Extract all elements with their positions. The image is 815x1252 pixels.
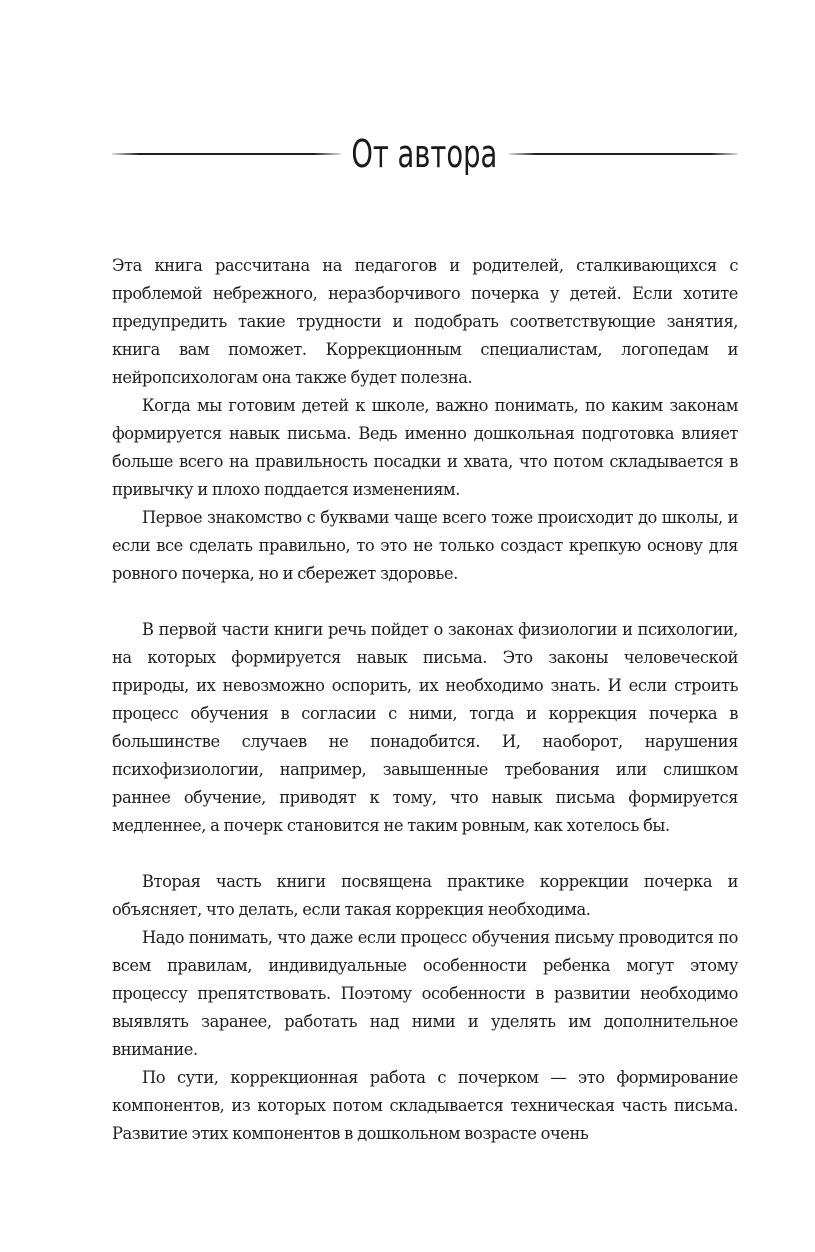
- heading-rule-left: [112, 153, 341, 155]
- heading-rule-right: [509, 153, 738, 155]
- paragraph-2: Когда мы готовим детей к школе, важно понимать, по каким законам формируется навык письма. Ведь именно дошкольная подготовка влияет больше всего на правильность посадки и хвата, что потом складывается в привычку и плохо поддается изменениям.: [112, 396, 738, 499]
- paragraph-7: По сути, коррекционная работа с почерком — это формирование компонентов, из которых потом складывается техническая часть письма. Развитие этих компонентов в дошкольном возрасте очень: [112, 1068, 738, 1143]
- paragraph-3: Первое знакомство с буквами чаще всего тоже происходит до школы, и если все сделать правильно, то это не только создаст крепкую основу для ровного почерка, но и сбережет здоровье.: [112, 508, 738, 583]
- book-page: [112, 0, 738, 1252]
- paragraph-4: В первой части книги речь пойдет о законах физиологии и психологии, на которых формируется навык письма. Это законы человеческой природы, их невозможно оспорить, их необходимо знать. И если строить процесс обучения в согласии с ними, тогда и коррекция почерка в большинстве случаев не понадобится. И, наоборот, нарушения психофизиологии, например, завышенные требования или слишком раннее обучение, приводят к тому, что навык письма формируется медленнее, а почерк становится не таким ровным, как хотелось бы.: [112, 620, 738, 835]
- paragraph-6: Надо понимать, что даже если процесс обучения письму проводится по всем правилам, индивидуальные особенности ребенка могут этому процессу препятствовать. Поэтому особенности в развитии необходимо выявлять заранее, работать над ними и уделять им дополнительное внимание.: [112, 928, 738, 1059]
- paragraph-5: Вторая часть книги посвящена практике коррекции почерка и объясняет, что делать, если такая коррекция необходима.: [112, 872, 738, 919]
- chapter-title: От автора: [351, 132, 497, 176]
- chapter-heading: [112, 124, 738, 184]
- paragraph-1: Эта книга рассчитана на педагогов и родителей, сталкивающихся с проблемой небрежного, неразборчивого почерка у детей. Если хотите предупредить такие трудности и подобрать соответствующие занятия, книга вам поможет. Коррекционным специалистам, логопедам и нейропсихологам она также будет полезна.: [112, 256, 738, 387]
- chapter-body: [112, 252, 738, 1148]
